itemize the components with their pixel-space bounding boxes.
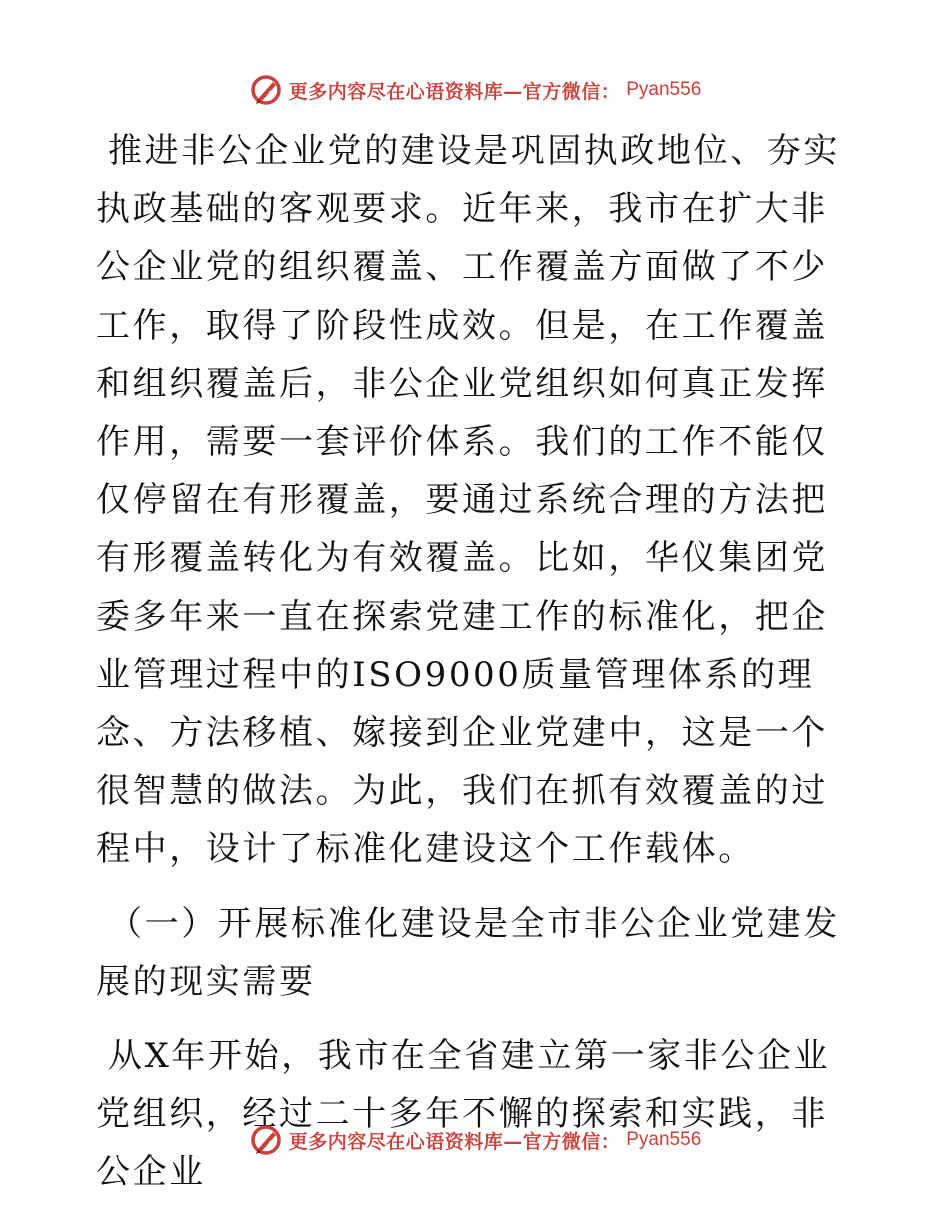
section-heading-1: （一）开展标准化建设是全市非公企业党建发展的现实需要 [96, 903, 840, 1002]
document-body [96, 122, 856, 1202]
watermark-footer [0, 1120, 950, 1160]
paragraph-2: 从X年开始，我市在全省建立第一家非公企业党组织，经过二十多年不懈的探索和实践，非公企业 [96, 1036, 831, 1193]
watermark-header [0, 70, 950, 110]
watermark-text: 更多内容尽在心语资料库—官方微信： [288, 80, 621, 103]
watermark-text: 更多内容尽在心语资料库—官方微信： [288, 1130, 621, 1153]
pen-logo-icon [249, 73, 283, 107]
watermark-contact: Pyan556 [626, 79, 702, 100]
paragraph-1: 推进非公企业党的建设是巩固执政地位、夯实执政基础的客观要求。近年来，我市在扩大非公企业党的组织覆盖、工作覆盖方面做了不少工作，取得了阶段性成效。但是，在工作覆盖和组织覆盖后，非公企业党组织如何真正发挥作用，需要一套评价体系。我们的工作不能仅仅停留在有形覆盖，要通过系统合理的方法把有形覆盖转化为有效覆盖。比如，华仪集团党委多年来一直在探索党建工作的标准化，把企业管理过程中的ISO9000质量管理体系的理念、方法移植、嫁接到企业党建中，这是一个很智慧的做法。为此，我们在抓有效覆盖的过程中，设计了标准化建设这个工作载体。 [96, 131, 840, 870]
watermark-contact: Pyan556 [626, 1129, 702, 1150]
pen-logo-icon [249, 1123, 283, 1157]
